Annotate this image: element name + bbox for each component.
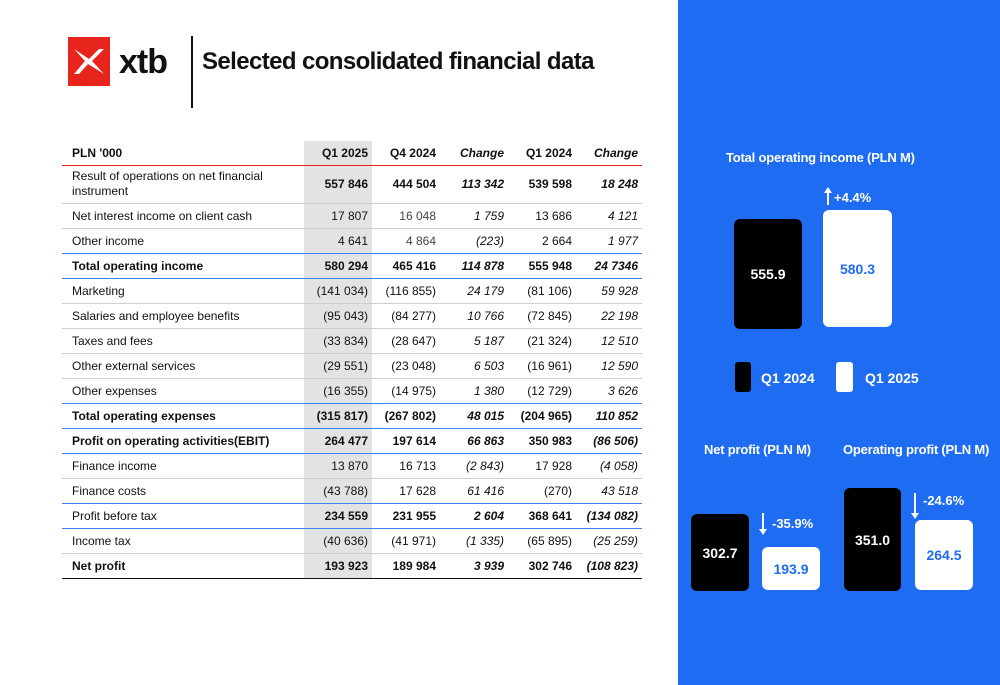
row-label: Income tax [62,528,304,553]
cell-change-q4: 61 416 [440,478,508,503]
cell-q1-2025: (33 834) [304,328,372,353]
cell-q1-2024: 17 928 [508,453,576,478]
cell-change-q1: (25 259) [576,528,642,553]
cell-change-q4: 114 878 [440,253,508,278]
np-q1-2024-value: 302.7 [702,544,738,561]
cell-q1-2025: (315 817) [304,403,372,428]
cell-change-q1: 43 518 [576,478,642,503]
legend-swatch-q1-2024 [735,362,751,392]
cell-q4-2024: (84 277) [372,303,440,328]
cell-change-q1: 18 248 [576,165,642,203]
table-row [62,378,642,403]
cell-q1-2025: 4 641 [304,228,372,253]
cell-q1-2024: 350 983 [508,428,576,453]
op-q1-2024-bar [844,488,901,591]
table-row-total [62,253,642,278]
cell-q4-2024: (23 048) [372,353,440,378]
cell-change-q4: 5 187 [440,328,508,353]
cell-q1-2024: 555 948 [508,253,576,278]
column-header: Q4 2024 [372,141,440,165]
cell-change-q1: 12 510 [576,328,642,353]
xtb-logo-mark [68,37,110,86]
cell-change-q4: 6 503 [440,353,508,378]
cell-q4-2024: 4 864 [372,228,440,253]
cell-q1-2025: (95 043) [304,303,372,328]
cell-change-q4: (223) [440,228,508,253]
column-header: PLN '000 [62,141,304,165]
table-row [62,228,642,253]
page-title: Selected consolidated financial data [202,48,594,75]
row-label: Net interest income on client cash [62,203,304,228]
cell-change-q1: (4 058) [576,453,642,478]
header-divider [191,36,193,108]
cell-change-q4: 1 759 [440,203,508,228]
cell-q1-2024: 302 746 [508,553,576,578]
cell-change-q1: (134 082) [576,503,642,528]
toi-q1-2024-value: 555.9 [750,266,786,282]
toi-q1-2025-bar [823,210,892,327]
row-label: Total operating income [62,253,304,278]
kpi-panel [678,0,1000,685]
op-q1-2025-value: 264.5 [926,547,962,563]
net-profit-title: Net profit (PLN M) [704,442,811,457]
cell-q1-2024: (81 106) [508,278,576,303]
cell-q1-2024: 2 664 [508,228,576,253]
cell-q4-2024: 231 955 [372,503,440,528]
cell-q4-2024: 17 628 [372,478,440,503]
row-label: Finance income [62,453,304,478]
row-label: Other income [62,228,304,253]
cell-change-q1: 3 626 [576,378,642,403]
cell-q1-2025: 264 477 [304,428,372,453]
cell-q4-2024: 16 713 [372,453,440,478]
row-label: Profit before tax [62,503,304,528]
xtb-logo [68,37,167,86]
cell-change-q4: 10 766 [440,303,508,328]
cell-change-q4: (1 335) [440,528,508,553]
cell-change-q1: (108 823) [576,553,642,578]
column-header: Change [440,141,508,165]
table-row [62,328,642,353]
cell-q1-2025: 13 870 [304,453,372,478]
cell-q1-2025: (29 551) [304,353,372,378]
table-row-total [62,503,642,528]
cell-q1-2024: 368 641 [508,503,576,528]
np-q1-2025-value: 193.9 [773,560,809,577]
cell-change-q4: 66 863 [440,428,508,453]
logo-text: xtb [119,42,167,81]
cell-q4-2024: 197 614 [372,428,440,453]
cell-q4-2024: 444 504 [372,165,440,203]
cell-q1-2024: (72 845) [508,303,576,328]
cell-q4-2024: 189 984 [372,553,440,578]
cell-change-q4: 113 342 [440,165,508,203]
legend-label-q1-2025: Q1 2025 [865,370,919,386]
table-row [62,278,642,303]
cell-q1-2024: 13 686 [508,203,576,228]
cell-change-q4: 24 179 [440,278,508,303]
table-row [62,528,642,553]
cell-change-q4: (2 843) [440,453,508,478]
table-row [62,353,642,378]
table-header-row [62,141,642,165]
cell-q4-2024: (14 975) [372,378,440,403]
cell-q1-2024: (16 961) [508,353,576,378]
column-header: Q1 2024 [508,141,576,165]
row-label: Other external services [62,353,304,378]
cell-q1-2025: 193 923 [304,553,372,578]
cell-q4-2024: 16 048 [372,203,440,228]
cell-q1-2025: (16 355) [304,378,372,403]
cell-q1-2024: (270) [508,478,576,503]
cell-change-q1: 59 928 [576,278,642,303]
cell-q1-2025: (141 034) [304,278,372,303]
cell-q1-2024: 539 598 [508,165,576,203]
total-operating-income-title: Total operating income (PLN M) [726,150,915,165]
legend-swatch-q1-2025 [836,362,853,392]
cell-q4-2024: (116 855) [372,278,440,303]
column-header: Q1 2025 [304,141,372,165]
financial-data-table [62,141,642,579]
cell-change-q1: 1 977 [576,228,642,253]
cell-change-q4: 2 604 [440,503,508,528]
table-row-total [62,553,642,578]
cell-q1-2025: (40 636) [304,528,372,553]
legend-label-q1-2024: Q1 2024 [761,370,815,386]
np-change: -35.9% [772,516,814,531]
np-q1-2025-bar [762,547,820,590]
cell-q4-2024: (28 647) [372,328,440,353]
table-row [62,453,642,478]
row-label: Marketing [62,278,304,303]
x-mark-icon [68,37,110,86]
arrow-down-icon [910,492,920,520]
cell-change-q1: 12 590 [576,353,642,378]
row-label: Salaries and employee benefits [62,303,304,328]
row-label: Profit on operating activities(EBIT) [62,428,304,453]
cell-q1-2025: 17 807 [304,203,372,228]
cell-change-q1: 4 121 [576,203,642,228]
cell-q1-2024: (12 729) [508,378,576,403]
row-label: Finance costs [62,478,304,503]
cell-change-q4: 1 380 [440,378,508,403]
cell-change-q1: 22 198 [576,303,642,328]
cell-change-q1: 110 852 [576,403,642,428]
cell-q1-2024: (21 324) [508,328,576,353]
cell-q1-2024: (65 895) [508,528,576,553]
op-q1-2025-bar [915,520,973,590]
cell-q4-2024: (41 971) [372,528,440,553]
cell-q1-2025: 580 294 [304,253,372,278]
cell-q1-2024: (204 965) [508,403,576,428]
cell-q1-2025: (43 788) [304,478,372,503]
np-q1-2024-bar [691,514,749,591]
table-row [62,203,642,228]
cell-change-q4: 48 015 [440,403,508,428]
toi-change: +4.4% [834,190,872,205]
cell-q4-2024: (267 802) [372,403,440,428]
arrow-up-icon [823,186,833,206]
table-row-total [62,403,642,428]
row-label: Taxes and fees [62,328,304,353]
toi-q1-2024-bar [734,219,802,329]
row-label: Result of operations on net financial instrument [62,165,304,203]
op-q1-2024-value: 351.0 [854,531,891,548]
row-label: Net profit [62,553,304,578]
cell-q1-2025: 557 846 [304,165,372,203]
table-row [62,303,642,328]
cell-q1-2025: 234 559 [304,503,372,528]
cell-change-q1: (86 506) [576,428,642,453]
table-row-total [62,428,642,453]
cell-q4-2024: 465 416 [372,253,440,278]
table-row [62,165,642,203]
arrow-down-icon [758,512,768,536]
row-label: Other expenses [62,378,304,403]
cell-change-q1: 24 7346 [576,253,642,278]
row-label: Total operating expenses [62,403,304,428]
operating-profit-title: Operating profit (PLN M) [843,442,990,457]
table-row [62,478,642,503]
cell-change-q4: 3 939 [440,553,508,578]
column-header: Change [576,141,642,165]
toi-q1-2025-value: 580.3 [839,260,876,277]
op-change: -24.6% [923,493,965,508]
